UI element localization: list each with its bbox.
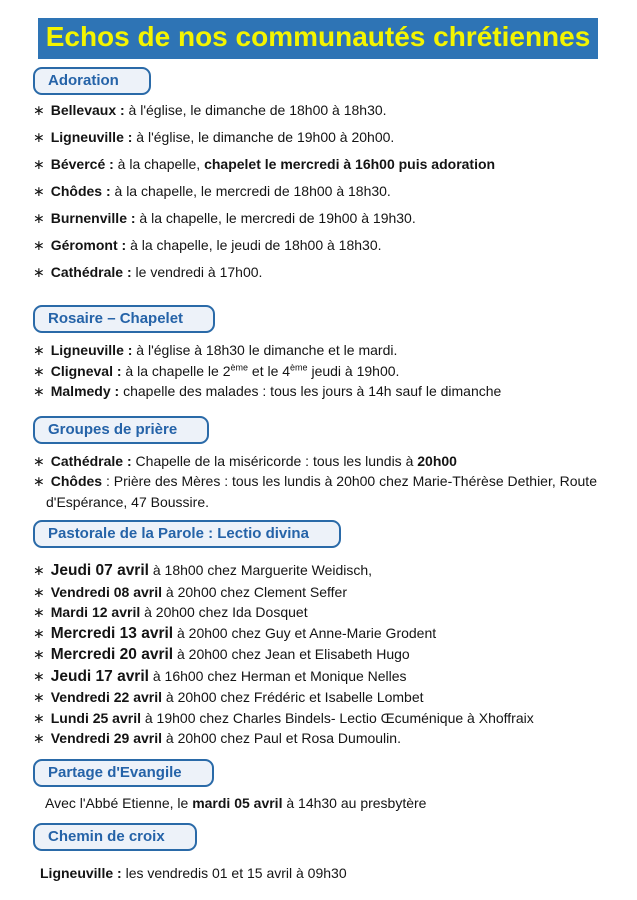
item-lead: Ligneuville : bbox=[40, 864, 122, 881]
asterisk-bullet: ∗ bbox=[33, 646, 45, 662]
asterisk-bullet: ∗ bbox=[33, 362, 45, 379]
list-item bbox=[33, 264, 608, 281]
list-item bbox=[33, 361, 608, 382]
section-adoration bbox=[33, 67, 609, 281]
item-lead: Mercredi 20 avril bbox=[50, 646, 174, 663]
groupes-list bbox=[33, 451, 608, 513]
list-item bbox=[33, 687, 608, 708]
item-lead: Ligneuville : bbox=[50, 129, 133, 145]
asterisk-bullet: ∗ bbox=[33, 452, 45, 469]
item-text: à la chapelle, le mercredi de 19h00 à 19h30. bbox=[135, 210, 416, 226]
asterisk-bullet: ∗ bbox=[33, 562, 45, 578]
item-text: chapelle des malades : tous les jours à 14h sauf le dimanche bbox=[119, 383, 502, 399]
item-bold-text: 20h00 bbox=[417, 452, 457, 469]
section-heading-rosaire: Rosaire – Chapelet bbox=[33, 305, 215, 333]
item-text: à l'église, le dimanche de 18h00 à 18h30. bbox=[124, 102, 387, 118]
item-lead: Géromont : bbox=[50, 237, 127, 253]
item-lead: Lundi 25 avril bbox=[50, 709, 141, 726]
list-item bbox=[33, 237, 608, 254]
item-text: à 20h00 chez Guy et Anne-Marie Grodent bbox=[173, 624, 437, 641]
item-text: à l'église à 18h30 le dimanche et le mardi. bbox=[132, 342, 398, 358]
item-text: jeudi à 19h00. bbox=[307, 362, 400, 379]
rosaire-list bbox=[33, 340, 608, 402]
item-text: à 14h30 au presbytère bbox=[282, 794, 427, 811]
item-lead: Malmedy : bbox=[50, 383, 120, 399]
list-item bbox=[33, 623, 608, 645]
asterisk-bullet: ∗ bbox=[33, 342, 45, 358]
item-lead: Bévercé : bbox=[50, 156, 114, 172]
item-lead: Mercredi 13 avril bbox=[50, 624, 174, 642]
item-lead: Ligneuville : bbox=[50, 342, 133, 358]
item-text: le vendredi à 17h00. bbox=[131, 264, 263, 280]
page-title-bar bbox=[38, 18, 598, 59]
list-item bbox=[33, 451, 608, 472]
item-text: à 20h00 chez Jean et Elisabeth Hugo bbox=[173, 646, 410, 662]
asterisk-bullet: ∗ bbox=[33, 689, 45, 705]
item-lead: Vendredi 22 avril bbox=[50, 689, 163, 705]
item-lead: Vendredi 29 avril bbox=[50, 730, 163, 746]
asterisk-bullet: ∗ bbox=[33, 709, 45, 726]
asterisk-bullet: ∗ bbox=[33, 473, 45, 489]
ordinal-superscript: ème bbox=[230, 361, 249, 372]
asterisk-bullet: ∗ bbox=[33, 383, 45, 399]
asterisk-bullet: ∗ bbox=[33, 237, 45, 253]
list-item bbox=[33, 602, 608, 623]
list-item bbox=[33, 381, 608, 402]
item-text: à la chapelle, bbox=[113, 156, 205, 172]
list-item bbox=[33, 582, 608, 603]
list-item bbox=[33, 471, 608, 512]
item-lead: Chôdes : bbox=[50, 183, 111, 199]
list-item bbox=[33, 728, 608, 749]
item-bold-text: mardi 05 avril bbox=[192, 794, 283, 811]
lectio-list bbox=[33, 560, 608, 749]
item-text: à la chapelle, le mercredi de 18h00 à 18h30. bbox=[110, 183, 391, 199]
asterisk-bullet: ∗ bbox=[33, 583, 45, 600]
ordinal-superscript: ème bbox=[290, 361, 308, 372]
item-text: à la chapelle le 2 bbox=[121, 362, 231, 379]
section-groupes-de-priere bbox=[33, 416, 609, 513]
item-text: à 20h00 chez Paul et Rosa Dumoulin. bbox=[162, 730, 401, 746]
item-text: à 16h00 chez Herman et Monique Nelles bbox=[148, 667, 407, 684]
asterisk-bullet: ∗ bbox=[33, 210, 45, 226]
list-item bbox=[33, 183, 608, 200]
list-item bbox=[33, 340, 608, 361]
asterisk-bullet: ∗ bbox=[33, 730, 45, 746]
item-text: à 20h00 chez Clement Seffer bbox=[162, 583, 347, 600]
list-item bbox=[33, 156, 608, 173]
asterisk-bullet: ∗ bbox=[33, 156, 45, 172]
asterisk-bullet: ∗ bbox=[33, 129, 45, 145]
item-text: et le 4 bbox=[248, 362, 291, 379]
section-heading-partage: Partage d'Evangile bbox=[33, 759, 214, 787]
list-item bbox=[33, 560, 608, 582]
item-text: les vendredis 01 et 15 avril à 09h30 bbox=[121, 864, 347, 881]
item-text: à 18h00 chez Marguerite Weidisch, bbox=[148, 562, 373, 578]
section-heading-adoration: Adoration bbox=[33, 67, 151, 95]
item-lead: Cathédrale : bbox=[50, 264, 132, 280]
section-chemin-de-croix bbox=[33, 823, 609, 881]
section-heading-chemin: Chemin de croix bbox=[33, 823, 197, 851]
item-lead: Cligneval : bbox=[50, 362, 122, 379]
item-text: à 20h00 chez Frédéric et Isabelle Lombet bbox=[162, 689, 424, 705]
section-rosaire-chapelet bbox=[33, 305, 609, 402]
item-lead: Jeudi 17 avril bbox=[50, 667, 149, 685]
asterisk-bullet: ∗ bbox=[33, 667, 45, 684]
item-lead: Bellevaux : bbox=[50, 102, 125, 118]
asterisk-bullet: ∗ bbox=[33, 604, 45, 620]
section-lectio-divina bbox=[33, 520, 609, 749]
item-lead: Jeudi 07 avril bbox=[50, 562, 149, 579]
page-title: Echos de nos communautés chrétiennes bbox=[45, 21, 591, 52]
section-heading-lectio: Pastorale de la Parole : Lectio divina bbox=[33, 520, 341, 548]
item-lead: Cathédrale : bbox=[50, 452, 132, 469]
item-bold-text: chapelet le mercredi à 16h00 puis adoration bbox=[204, 156, 496, 172]
asterisk-bullet: ∗ bbox=[33, 264, 45, 280]
list-item bbox=[33, 102, 608, 119]
item-text: Avec l'Abbé Etienne, le bbox=[45, 794, 193, 811]
item-lead: Chôdes bbox=[50, 473, 103, 489]
section-partage-evangile bbox=[33, 759, 609, 811]
item-lead: Burnenville : bbox=[50, 210, 136, 226]
item-text: à 19h00 chez Charles Bindels- Lectio Œcuménique à Xhoffraix bbox=[140, 709, 534, 726]
item-text: Chapelle de la miséricorde : tous les lundis à bbox=[131, 452, 418, 469]
list-item bbox=[33, 644, 608, 666]
item-text: à 20h00 chez Ida Dosquet bbox=[140, 604, 308, 620]
adoration-list bbox=[33, 102, 608, 281]
list-item bbox=[33, 210, 608, 227]
section-heading-groupes: Groupes de prière bbox=[33, 416, 209, 444]
asterisk-bullet: ∗ bbox=[33, 624, 45, 641]
item-lead: Mardi 12 avril bbox=[50, 604, 141, 620]
list-item bbox=[33, 666, 608, 688]
item-text: à la chapelle, le jeudi de 18h00 à 18h30. bbox=[126, 237, 382, 253]
list-item bbox=[33, 129, 608, 146]
item-text: : Prière des Mères : tous les lundis à 20h00 chez Marie-Thérèse Dethier, Route d'Espérance, 47 Boussire. bbox=[46, 473, 597, 510]
list-item bbox=[33, 708, 608, 729]
chemin-text bbox=[33, 865, 609, 881]
partage-text bbox=[33, 795, 609, 811]
asterisk-bullet: ∗ bbox=[33, 102, 45, 118]
asterisk-bullet: ∗ bbox=[33, 183, 45, 199]
item-lead: Vendredi 08 avril bbox=[50, 583, 163, 600]
item-text: à l'église, le dimanche de 19h00 à 20h00. bbox=[132, 129, 395, 145]
